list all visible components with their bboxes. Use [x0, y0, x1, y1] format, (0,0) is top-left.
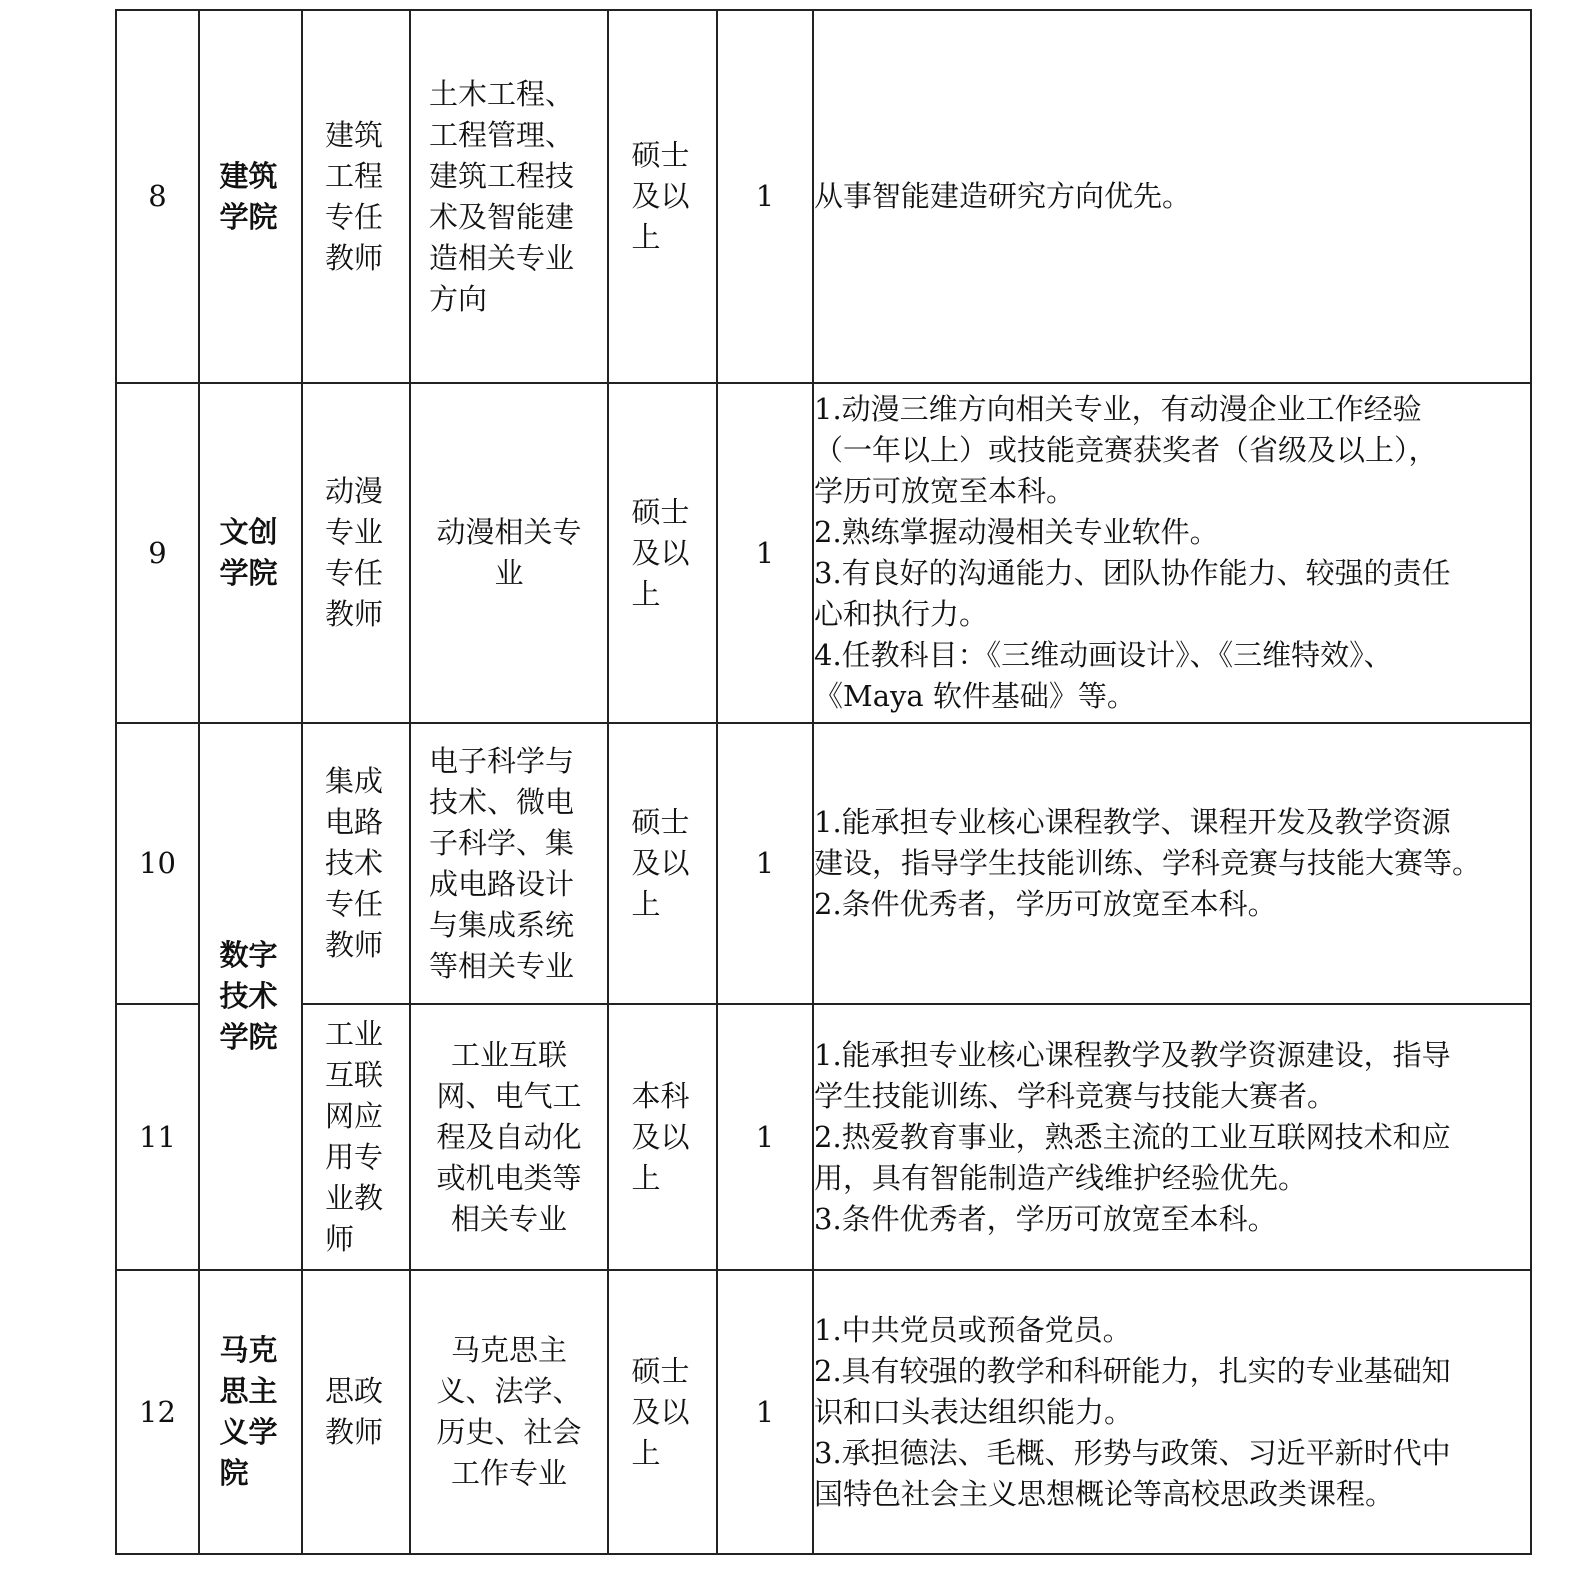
position-cell: 思政教师 — [302, 1270, 410, 1554]
requirement-line: 1.中共党员或预备党员。 — [814, 1312, 1132, 1347]
education-cell: 本科及以上 — [608, 1004, 717, 1270]
requirement-line: 1.能承担专业核心课程教学及教学资源建设，指导 — [814, 1037, 1451, 1072]
education-cell: 硕士及以上 — [608, 723, 717, 1004]
requirement-line: 国特色社会主义思想概论等高校思政类课程。 — [814, 1476, 1395, 1511]
requirements-cell — [813, 1004, 1531, 1270]
requirement-line: 1.能承担专业核心课程教学、课程开发及教学资源 — [814, 805, 1451, 839]
requirement-line: （一年以上）或技能竞赛获奖者（省级及以上）， — [814, 433, 1438, 467]
requirement-line: 建设，指导学生技能训练、学科竞赛与技能大赛等。 — [814, 846, 1482, 880]
row-number: 9 — [116, 383, 199, 723]
headcount-cell: 1 — [717, 1004, 813, 1270]
table-row — [116, 383, 1531, 723]
education-cell: 硕士及以上 — [608, 1270, 717, 1554]
headcount-cell: 1 — [717, 723, 813, 1004]
position-cell: 工业互联网应用专业教师 — [302, 1004, 410, 1270]
row-number: 12 — [116, 1270, 199, 1554]
requirements-cell — [813, 723, 1531, 1004]
table-row — [116, 1004, 1531, 1270]
requirement-line: 2.热爱教育事业，熟悉主流的工业互联网技术和应 — [814, 1119, 1451, 1154]
major-cell: 工业互联网、电气工程及自动化或机电类等相关专业 — [410, 1004, 608, 1270]
education-cell: 硕士及以上 — [608, 383, 717, 723]
major-cell: 土木工程、工程管理、建筑工程技术及智能建造相关专业方向 — [410, 10, 608, 383]
recruitment-table — [115, 9, 1532, 1555]
position-cell: 集成电路技术专任教师 — [302, 723, 410, 1004]
requirement-line: 1.动漫三维方向相关专业，有动漫企业工作经验 — [814, 392, 1422, 426]
requirement-line: 2.条件优秀者，学历可放宽至本科。 — [814, 887, 1277, 921]
requirement-line: 心和执行力。 — [814, 597, 989, 631]
requirement-line: 《Maya 软件基础》等。 — [814, 679, 1136, 713]
requirement-line: 3.有良好的沟通能力、团队协作能力、较强的责任 — [814, 556, 1451, 590]
requirement-line: 2.具有较强的教学和科研能力，扎实的专业基础知 — [814, 1353, 1451, 1388]
requirement-line: 学历可放宽至本科。 — [814, 474, 1076, 508]
row-number: 8 — [116, 10, 199, 383]
requirement-line: 2.熟练掌握动漫相关专业软件。 — [814, 515, 1219, 549]
requirement-line: 用，具有智能制造产线维护经验优先。 — [814, 1160, 1308, 1195]
requirement-line: 学生技能训练、学科竞赛与技能大赛者。 — [814, 1078, 1337, 1113]
table-row — [116, 10, 1531, 383]
education-cell: 硕士及以上 — [608, 10, 717, 383]
major-cell: 马克思主义、法学、历史、社会工作专业 — [410, 1270, 608, 1554]
requirement-line: 识和口头表达组织能力。 — [814, 1394, 1134, 1429]
row-number: 11 — [116, 1004, 199, 1270]
table-row — [116, 1270, 1531, 1554]
requirement-line: 3.条件优秀者，学历可放宽至本科。 — [814, 1201, 1277, 1236]
position-cell: 动漫专业专任教师 — [302, 383, 410, 723]
department-cell: 数字技术学院 — [199, 723, 302, 1270]
major-cell: 动漫相关专业 — [410, 383, 608, 723]
table-row — [116, 723, 1531, 1004]
requirements-cell — [813, 383, 1531, 723]
requirement-line: 4.任教科目：《三维动画设计》、《三维特效》、 — [814, 638, 1393, 672]
requirement-line: 从事智能建造研究方向优先。 — [814, 179, 1192, 213]
headcount-cell: 1 — [717, 383, 813, 723]
position-cell: 建筑工程专任教师 — [302, 10, 410, 383]
requirement-line: 3.承担德法、毛概、形势与政策、习近平新时代中 — [814, 1435, 1451, 1470]
requirements-cell — [813, 10, 1531, 383]
headcount-cell: 1 — [717, 10, 813, 383]
row-number: 10 — [116, 723, 199, 1004]
requirements-cell — [813, 1270, 1531, 1554]
department-cell: 马克思主义学院 — [199, 1270, 302, 1554]
headcount-cell: 1 — [717, 1270, 813, 1554]
department-cell: 文创学院 — [199, 383, 302, 723]
major-cell: 电子科学与技术、微电子科学、集成电路设计与集成系统等相关专业 — [410, 723, 608, 1004]
department-cell: 建筑学院 — [199, 10, 302, 383]
